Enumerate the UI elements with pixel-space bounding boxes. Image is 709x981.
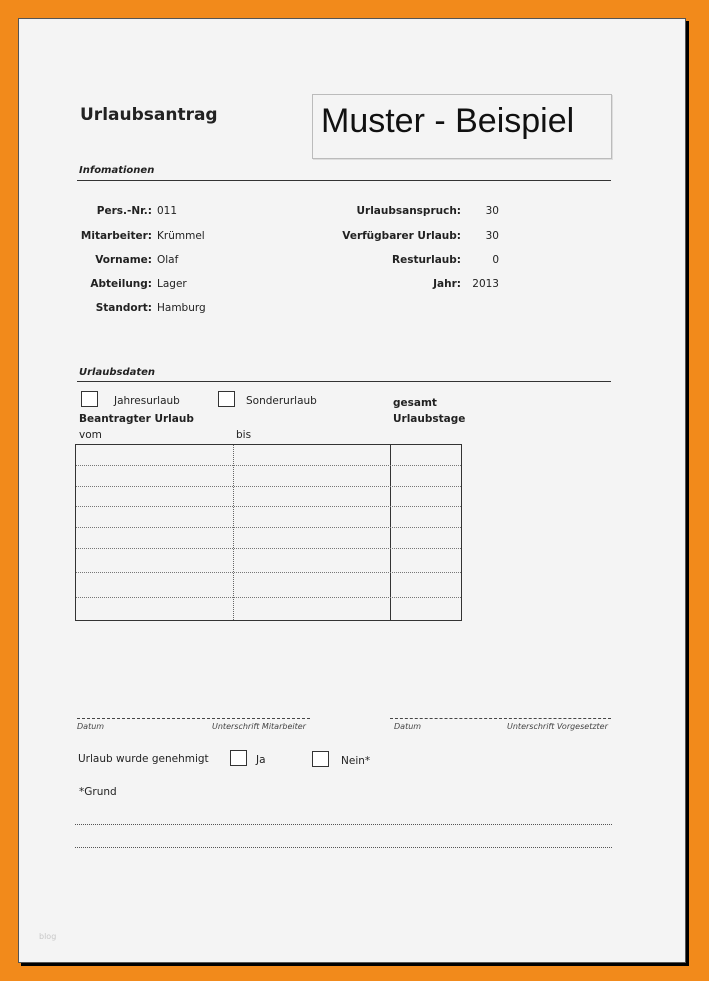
ja-checkbox[interactable] [230, 750, 247, 766]
datum-label-supervisor: Datum [394, 722, 422, 731]
value-standort: Hamburg [157, 302, 206, 314]
section-heading-urlaubsdaten: Urlaubsdaten [79, 367, 156, 378]
watermark: blog [39, 932, 57, 941]
beantragter-urlaub-label: Beantragter Urlaub [79, 413, 194, 425]
table-row[interactable] [76, 527, 461, 528]
signature-line-supervisor[interactable] [390, 718, 611, 719]
reason-line[interactable] [75, 847, 612, 848]
date-table[interactable] [75, 444, 462, 621]
sample-stamp-box [312, 94, 612, 159]
form-title: Urlaubsantrag [80, 105, 218, 125]
section-divider [77, 180, 611, 181]
urlaubstage-label: Urlaubstage [393, 413, 466, 425]
label-pers-nr: Pers.-Nr.: [96, 205, 152, 217]
label-jahr: Jahr: [433, 278, 461, 290]
nein-label: Nein* [341, 755, 371, 767]
label-abteilung: Abteilung: [90, 278, 152, 290]
column-divider [390, 445, 391, 620]
value-abteilung: Lager [157, 278, 187, 290]
table-row[interactable] [76, 548, 461, 549]
nein-checkbox[interactable] [312, 751, 329, 767]
label-standort: Standort: [95, 302, 152, 314]
value-urlaubsanspruch: 30 [485, 205, 499, 217]
bis-label: bis [236, 429, 252, 441]
signature-line-employee[interactable] [77, 718, 310, 719]
jahresurlaub-label: Jahresurlaub [114, 395, 180, 407]
value-vorname: Olaf [157, 254, 179, 266]
label-vorname: Vorname: [95, 254, 152, 266]
value-jahr: 2013 [472, 278, 499, 290]
form-sheet [18, 18, 686, 963]
approval-label: Urlaub wurde genehmigt [78, 753, 209, 765]
sample-label: Muster - Beispiel [321, 102, 575, 140]
table-row[interactable] [76, 572, 461, 573]
jahresurlaub-checkbox[interactable] [81, 391, 98, 407]
label-mitarbeiter: Mitarbeiter: [80, 230, 152, 242]
datum-label-employee: Datum [77, 722, 105, 731]
value-mitarbeiter: Krümmel [157, 230, 205, 242]
gesamt-label: gesamt [393, 397, 437, 409]
employee-signature-label: Unterschrift Mitarbeiter [212, 722, 306, 731]
vom-label: vom [79, 429, 102, 441]
value-resturlaub: 0 [492, 254, 499, 266]
section-heading-informationen: Infomationen [79, 165, 155, 176]
ja-label: Ja [256, 754, 266, 766]
grund-label: *Grund [79, 786, 117, 798]
sonderurlaub-checkbox[interactable] [218, 391, 235, 407]
reason-line[interactable] [75, 824, 612, 825]
value-pers-nr: 011 [157, 205, 178, 217]
label-urlaubsanspruch: Urlaubsanspruch: [356, 205, 461, 217]
table-row[interactable] [76, 506, 461, 507]
label-resturlaub: Resturlaub: [391, 254, 461, 266]
supervisor-signature-label: Unterschrift Vorgesetzter [507, 722, 608, 731]
column-divider [233, 445, 234, 620]
value-verfuegbarer-urlaub: 30 [485, 230, 499, 242]
table-row[interactable] [76, 465, 461, 466]
section-divider [77, 381, 611, 382]
table-row[interactable] [76, 597, 461, 598]
table-row[interactable] [76, 486, 461, 487]
label-verfuegbarer-urlaub: Verfügbarer Urlaub: [342, 230, 461, 242]
sonderurlaub-label: Sonderurlaub [246, 395, 317, 407]
